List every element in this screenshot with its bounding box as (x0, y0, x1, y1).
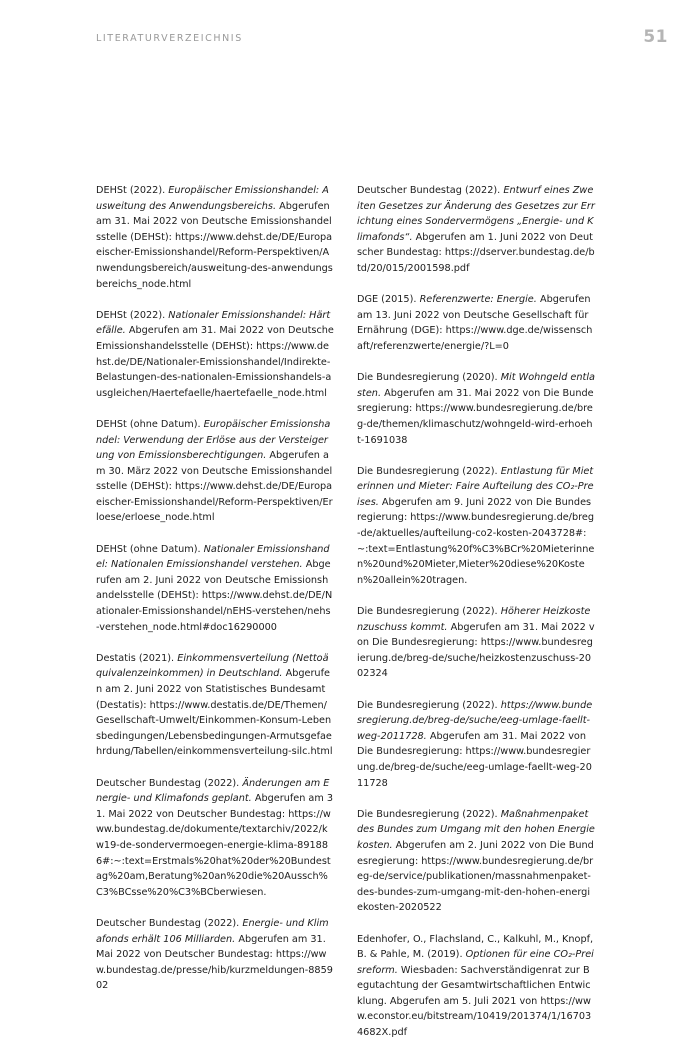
reference-author: DGE (2015). (357, 294, 417, 306)
reference-author: Die Bundesregierung (2022). (357, 808, 498, 820)
reference-details: Abgerufen am 31. Mai 2022 von Deutscher Bundestag: https://www.bundestag.de/dokumente/textarchiv/2022/kw19-de-sondervermoegen-energie-klima-891886#:~:text=Erstmals%20hat%20der%20Bundestag%20am,Beratung%20an%20die%20Aussch%C3%BCsse%20%C3%BCberwiesen. (96, 793, 334, 898)
reference-details: Abgerufen am 2. Juni 2022 von Statistisches Bundesamt (Destatis): https://www.destatis.de/DE/Themen/Gesellschaft-Umwelt/Einkommen-Konsum-Lebensbedingungen/Lebensbedingungen-Armutsgefaehrdung/Tabellen/einkommensverteilung-silc.html (96, 668, 333, 758)
reference-author: Die Bundesregierung (2022). (357, 699, 498, 711)
reference-entry (96, 183, 334, 292)
reference-details: Abgerufen am 31. Mai 2022 von Die Bundesregierung: https://www.bundesregierung.de/breg-de/suche/eeg-umlage-faellt-weg-2011728 (357, 730, 592, 789)
reference-details: Abgerufen am 31. Mai 2022 von Deutsche Emissionshandelsstelle (DEHSt): https://www.dehst.de/DE/Europaeischer-Emissionshandel/Reform-Perspektiven/Anwendungsbereich/ausweitung-des-anwendungsbereichs_node.html (96, 200, 333, 290)
reference-author: Die Bundesregierung (2022). (357, 606, 498, 618)
reference-title: Nationaler Emissionshandel: Härtefälle. (96, 309, 331, 337)
reference-details: Abgerufen am 31. Mai 2022 von Die Bundesregierung: https://www.bundesregierung.de/breg-de/themen/klimaschutz/wohngeld-wird-erhoeht-1691038 (357, 387, 594, 446)
reference-author: DEHSt (ohne Datum). (96, 543, 201, 555)
reference-title: Nationaler Emissionshandel: Nationalen Emissionshandel verstehen. (96, 543, 330, 571)
reference-entry (96, 417, 334, 526)
reference-title: Höherer Heizkostenzuschuss kommt. (357, 606, 591, 633)
reference-entry (96, 776, 334, 901)
reference-title: Mit Wohngeld entlasten. (357, 372, 595, 399)
reference-author: Deutscher Bundestag (2022). (357, 185, 501, 196)
reference-title: Entwurf eines Zweiten Gesetzes zur Änderung des Gesetzes zur Errichtung eines Sondervermögens „Energie- und Klimafonds“. (357, 185, 595, 243)
reference-author: DEHSt (2022). (96, 309, 166, 321)
reference-title: https://www.bundesregierung.de/breg-de/suche/eeg-umlage-faellt-weg-2011728. (357, 699, 593, 742)
reference-entry (357, 292, 595, 354)
reference-author: Edenhofer, O., Flachsland, C., Kalkuhl, M., Knopf, B. & Pahle, M. (2019). (357, 933, 594, 961)
reference-entry (357, 698, 595, 792)
reference-entry (96, 542, 334, 636)
reference-author: DEHSt (2022). (96, 185, 166, 196)
reference-title: Änderungen am Energie- und Klimafonds geplant. (96, 777, 330, 805)
reference-title: Maßnahmenpaket des Bundes zum Umgang mit den hohen Energiekosten. (357, 808, 595, 851)
reference-author: Destatis (2021). (96, 652, 175, 664)
reference-details: Abgerufen am 13. Juni 2022 von Deutsche Gesellschaft für Ernährung (DGE): https://www.dge.de/wissenschaft/referenzwerte/energie/?L=0 (357, 294, 593, 352)
reference-author: Deutscher Bundestag (2022). (96, 777, 240, 789)
reference-details: Abgerufen am 2. Juni 2022 von Deutsche Emissionshandelsstelle (DEHSt): https://www.dehst.de/DE/Nationaler-Emissionshandel/nEHS-verstehen/nehs-verstehen_node.html#doc16290000 (96, 559, 333, 633)
reference-entry (357, 370, 595, 448)
reference-details: Wiesbaden: Sachverständigenrat zur Begutachtung der Gesamtwirtschaftlichen Entwicklung. Abgerufen am 5. Juli 2021 von https://www.econstor.eu/bitstream/10419/201374/1/167034682X.pdf (357, 964, 592, 1039)
reference-title: Europäischer Emissionshandel: Ausweitung des Anwendungsbereichs. (96, 185, 329, 212)
reference-details: Abgerufen am 9. Juni 2022 von Die Bundesregierung: https://www.bundesregierung.de/breg-de/aktuelles/aufteilung-co2-kosten-2043728#:~:text=Entlastung%20f%C3%BCr%20Mieterinnen%20und%20Mieter,Mieter%20diese%20Kosten%20allein%20tragen. (357, 496, 595, 586)
reference-author: DEHSt (ohne Datum). (96, 418, 201, 430)
reference-details: Abgerufen am 30. März 2022 von Deutsche Emissionshandelsstelle (DEHSt): https://www.dehst.de/DE/Europaeischer-Emissionshandel/Reform-Perspektiven/Erloese/erloese_node.html (96, 450, 333, 524)
running-header: LITERATURVERZEICHNIS (96, 33, 243, 44)
reference-entry (357, 604, 595, 682)
reference-title: Entlastung für Mieterinnen und Mieter: Faire Aufteilung des CO₂-Preises. (357, 465, 594, 508)
reference-title: Energie- und Klimafonds erhält 106 Milliarden. (96, 917, 329, 945)
reference-details: Abgerufen am 1. Juni 2022 von Deutscher Bundestag: https://dserver.bundestag.de/btd/20/015/2001598.pdf (357, 231, 595, 274)
reference-author: Die Bundesregierung (2022). (357, 465, 498, 477)
reference-author: Deutscher Bundestag (2022). (96, 917, 240, 929)
reference-author: Die Bundesregierung (2020). (357, 372, 498, 384)
references-left-column (96, 183, 334, 1009)
page-number: 51 (643, 27, 668, 47)
reference-entry (357, 932, 595, 1041)
reference-entry (357, 807, 595, 916)
reference-entry (96, 916, 334, 994)
reference-details: Abgerufen am 31. Mai 2022 von Deutsche Emissionshandelsstelle (DEHSt): https://www.dehst.de/DE/Nationaler-Emissionshandel/Indirekte-Belastungen-des-nationalen-Emissionshandels-ausgleichen/Haertefaelle/haertefaelle_node.html (96, 325, 334, 399)
reference-details: Abgerufen am 31. Mai 2022 von Die Bundesregierung: https://www.bundesregierung.de/breg-de/suche/heizkostenzuschuss-2002324 (357, 621, 595, 680)
reference-entry (96, 308, 334, 402)
reference-details: Abgerufen am 2. Juni 2022 von Die Bundesregierung: https://www.bundesregierung.de/breg-de/service/publikationen/massnahmenpaket-des-bundes-zum-umgang-mit-den-hohen-energiekosten-2020522 (357, 839, 594, 914)
reference-entry (96, 651, 334, 760)
references-right-column (357, 183, 595, 1056)
reference-title: Optionen für eine CO₂-Preisreform. (357, 949, 594, 976)
reference-details: Abgerufen am 31. Mai 2022 von Deutscher Bundestag: https://www.bundestag.de/presse/hib/kurzmeldungen-885902 (96, 933, 333, 992)
reference-title: Europäischer Emissionshandel: Verwendung der Erlöse aus der Versteigerung von Emissionsberechtigungen. (96, 418, 331, 462)
reference-entry (357, 464, 595, 589)
reference-title: Einkommensverteilung (Nettoäquivalenzeinkommen) in Deutschland. (96, 652, 329, 680)
reference-title: Referenzwerte: Energie. (419, 294, 537, 306)
reference-entry (357, 183, 595, 277)
